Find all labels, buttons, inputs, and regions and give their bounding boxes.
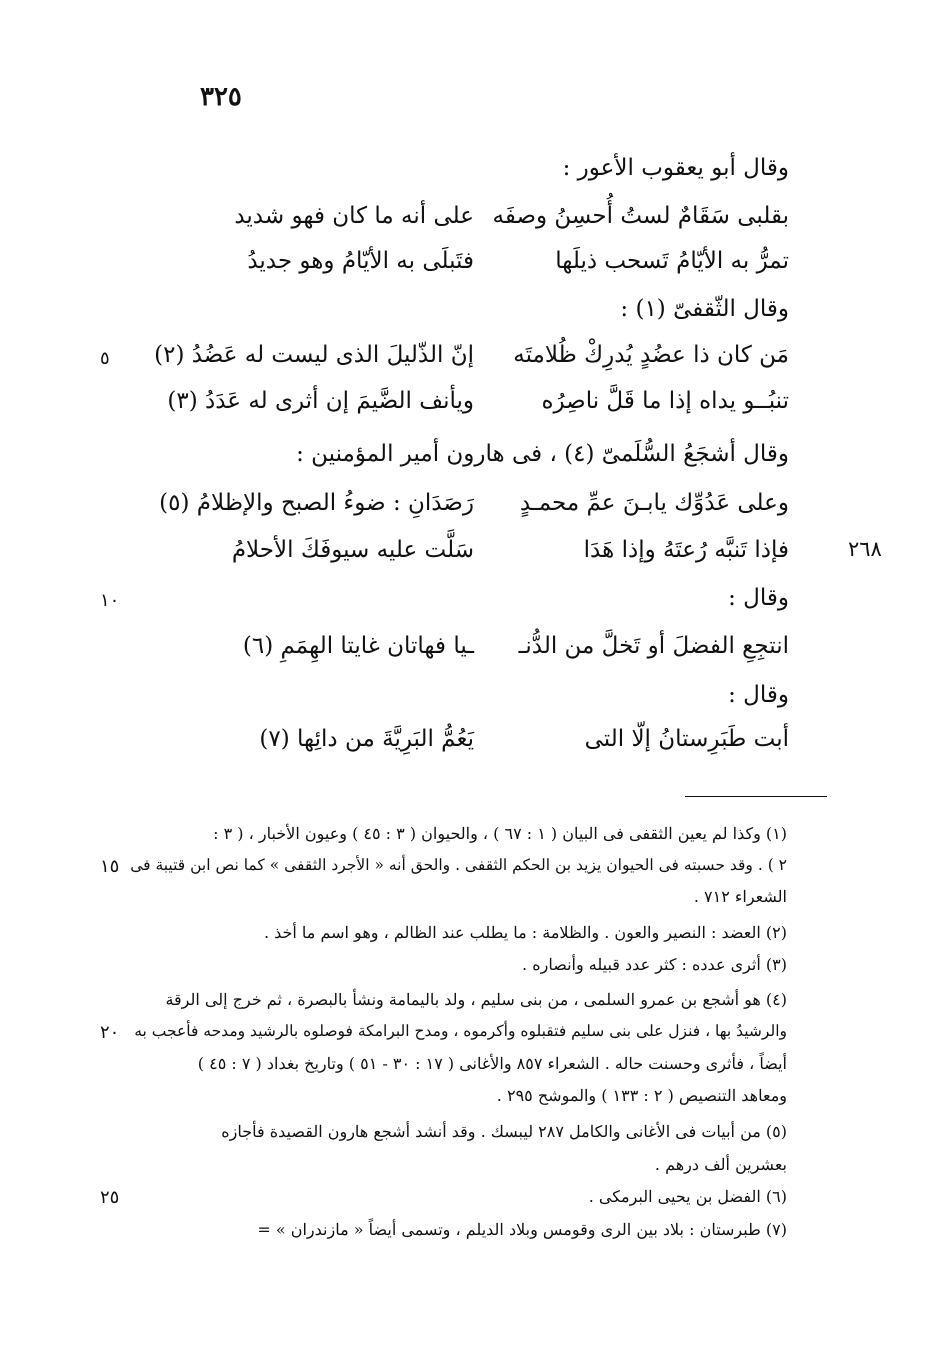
footnote-line: (٤) هو أشجع بن عمرو السلمى ، من بنى سليم ، ولد باليمامة ونشأ بالبصرة ، ثم خرج إلى الرقة bbox=[165, 990, 787, 1009]
footnote-line: بعشرين ألف درهم . bbox=[654, 1155, 787, 1174]
footnote-line: والرشيدُ بها ، فنزل على بنى سليم فتقبلوه وأكرموه ، ومدح البرامكة فوصلوه بالرشيد ومدحه فأعجب به bbox=[134, 1022, 787, 1040]
verse-first-hemistich: وعلى عَدُوِّك يابـنَ عمِّ محمـدٍ bbox=[519, 490, 789, 516]
verse-intro: وقال : bbox=[728, 682, 789, 708]
verse-first-hemistich: مَن كان ذا عضُدٍ يُدرِكْ ظُلامتَه bbox=[513, 342, 789, 368]
verse-intro: وقال أشجَعُ السُّلَمىّ (٤) ، فى هارون أمير المؤمنين : bbox=[296, 441, 789, 467]
footnote-line: ومعاهد التنصيص ( ٢ : ١٣٣ ) والموشح ٢٩٥ . bbox=[496, 1086, 787, 1105]
verse-first-hemistich: تمرُّ به الأيّامُ تَسحب ذيلَها bbox=[555, 248, 789, 274]
footnote-line: (٢) العضد : النصير والعون . والظلامة : ما يطلب عند الظالم ، وهو اسم ما أخذ . bbox=[263, 923, 787, 942]
verse-second-hemistich: على أنه ما كان فهو شديد bbox=[234, 203, 474, 229]
margin-line-number: ٥ bbox=[100, 348, 110, 369]
margin-line-number: ٢٠ bbox=[100, 1022, 120, 1043]
verse-second-hemistich: سَلَّت عليه سيوفَكَ الأحلامُ bbox=[231, 537, 474, 563]
footnote-line: (٧) طبرستان : بلاد بين الرى وقومس وبلاد الديلم ، وتسمى أيضاً « مازندران » = bbox=[257, 1220, 787, 1239]
footnote-separator bbox=[685, 796, 827, 797]
verse-first-hemistich: تنبُــو يداه إذا ما قَلَّ ناصِرُه bbox=[541, 388, 789, 414]
verse-intro: وقال : bbox=[728, 585, 789, 611]
verse-intro: وقال أبو يعقوب الأعور : bbox=[562, 155, 789, 181]
margin-line-number: ١٥ bbox=[100, 856, 120, 877]
verse-second-hemistich: ـيا فهاتان غايتا الهِمَمِ (٦) bbox=[242, 633, 474, 659]
verse-second-hemistich: رَصَدَانِ : ضوءُ الصبح والإظلامُ (٥) bbox=[159, 490, 474, 516]
verse-first-hemistich: فإذا تَنبَّه رُعتَهُ وإذا هَدَا bbox=[583, 537, 789, 563]
verse-second-hemistich: إنّ الذّليلَ الذى ليست له عَضُدُ (٢) bbox=[154, 342, 474, 368]
page-number: ٣٢٥ bbox=[200, 82, 242, 112]
footnote-line: (٦) الفضل بن يحيى البرمكى . bbox=[588, 1187, 787, 1206]
footnote-line: الشعراء ٧١٢ . bbox=[693, 887, 787, 906]
footnote-line: (٥) من أبيات فى الأغانى والكامل ٢٨٧ ليبسك . وقد أنشد أشجع هارون القصيدة فأجازه bbox=[221, 1122, 787, 1141]
verse-second-hemistich: فتَبلَى به الأيّامُ وهو جديدُ bbox=[247, 248, 474, 274]
margin-line-number: ١٠ bbox=[100, 590, 120, 611]
verse-second-hemistich: يَعُمُّ البَرِيَّةَ من دائِها (٧) bbox=[259, 726, 474, 752]
footnote-line: (١) وكذا لم يعين الثقفى فى البيان ( ١ : ٦٧ ) ، والحيوان ( ٣ : ٤٥ ) وعيون الأخبار ، ( ٣ : bbox=[213, 824, 787, 843]
verse-second-hemistich: ويأنف الضَّيمَ إن أثرى له عَدَدُ (٣) bbox=[167, 388, 474, 414]
footnote-line: (٣) أثرى عدده : كثر عدد قبيله وأنصاره . bbox=[522, 955, 787, 974]
verse-first-hemistich: أبت طَبَرِستانُ إلّا التى bbox=[584, 726, 789, 752]
verse-first-hemistich: انتجِعِ الفضلَ أو تَخلَّ من الدُّنـ bbox=[518, 633, 789, 659]
margin-page-reference: ٢٦٨ bbox=[848, 537, 882, 561]
verse-intro: وقال الثّقفىّ (١) : bbox=[620, 296, 789, 322]
footnote-line: ٢ ) . وقد حسبته فى الحيوان يزيد بن الحكم الثقفى . والحق أنه « الأجرد الثقفى » كما نص ابن قتيبة فى bbox=[130, 856, 787, 874]
verse-first-hemistich: بقلبى سَقَامٌ لستُ أُحسِنُ وصفَه bbox=[492, 203, 789, 229]
margin-line-number: ٢٥ bbox=[100, 1187, 120, 1208]
footnote-line: أيضاً ، فأثرى وحسنت حاله . الشعراء ٨٥٧ والأغانى ( ١٧ : ٣٠ - ٥١ ) وتاريخ بغداد ( ٧ : ٤٥ ) bbox=[197, 1054, 787, 1073]
